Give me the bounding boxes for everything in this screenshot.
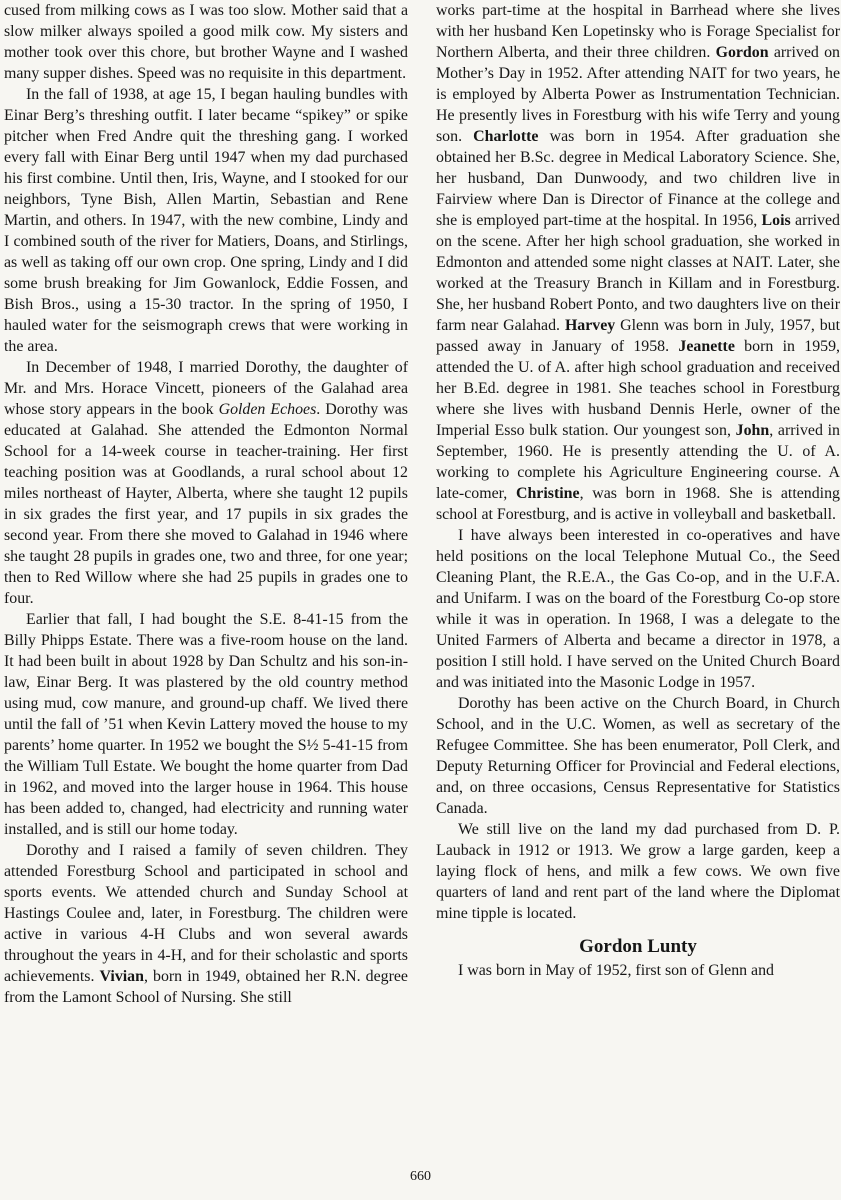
text-run: , born in 1949, obtained her R.N. degree from the Lamont School of Nursing. She still (4, 968, 408, 1006)
child-name: Charlotte (473, 128, 539, 145)
child-name: Vivian (99, 968, 144, 985)
section-heading: Gordon Lunty (579, 936, 697, 957)
text-run: arrived on Mother’s Day in 1952. After attending NAIT for two years, he is employed by Alberta Power as Instrumentation Technician. He presently lives in Forestburg with his wife Terry and young son. (436, 44, 840, 145)
book-title: Golden Echoes (218, 401, 317, 418)
page-number: 660 (410, 1169, 431, 1184)
paragraph (4, 357, 408, 609)
paragraph: Earlier that fall, I had bought the S.E. 8-41-15 from the Billy Phipps Estate. There was a five-room house on the land. It had been built in about 1928 by Dan Schultz and his son-in-law, Einar Berg. It was plastered by the old country method using mud, cow manure, and ground-up chaff. We lived there until the fall of ’51 when Kevin Lattery moved the house to my parents’ home quarter. In 1952 we bought the S½ 5-41-15 from the William Tull Estate. We bought the home quarter from Dad in 1962, and moved into the larger house in 1964. This house has been added to, changed, had electricity and running water installed, and is still our home today. (4, 611, 408, 838)
paragraph: cused from milking cows as I was too slow. Mother said that a slow milker always spoiled a good milk cow. My sisters and mother took over this chore, but brother Wayne and I washed many supper dishes. Speed was no requisite in this department. (4, 2, 408, 82)
paragraph: We still live on the land my dad purchased from D. P. Lauback in 1912 or 1913. We grow a large garden, keep a laying flock of hens, and milk a few cows. We own five quarters of land and rent part of the land where the Diplomat mine tipple is located. (436, 821, 840, 922)
text-run: , arrived in September, 1960. He is presently attending the U. of A. working to complete his Agriculture Engineering course. A late-comer, (436, 422, 840, 502)
paragraph: I was born in May of 1952, first son of Glenn and (458, 962, 774, 979)
paragraph: Dorothy has been active on the Church Board, in Church School, and in the U.C. Women, as well as secretary of the Refugee Committee. She has been enumerator, Poll Clerk, and Deputy Returning Officer for Provincial and Federal elections, and, on three occasions, Census Representative for Statistics Canada. (436, 695, 840, 817)
child-name: John (735, 422, 770, 439)
child-name: Jeanette (678, 338, 735, 355)
text-run: born in 1959, attended the U. of A. after high school graduation and received her B.Ed. degree in 1981. She teaches school in Forestburg where she lives with husband Dennis Herle, owner of the Imperial Esso bulk station. Our youngest son, (436, 338, 840, 439)
text-run: Glenn was born in July, 1957, but passed away in January of 1958. (436, 317, 841, 355)
text-run: . Dorothy was educated at Galahad. She attended the Edmonton Normal School for a 14-week course in teacher-training. Her first teaching position was at Goodlands, a rural school about 12 miles northeast of Hayter, Alberta, where she taught 12 pupils in six grades the first year, and 17 pupils in six grades the second year. From there she moved to Galahad in 1946 where she taught 28 pupils in grades one, two and three, for one year; then to Red Willow where she had 25 pupils in grades one to four. (4, 401, 408, 607)
text-run: was born in 1954. After graduation she obtained her B.Sc. degree in Medical Laboratory Science. She, her husband, Dan Dunwoody, and two children live in Fairview where Dan is Director of Finance at the college and she is employed part-time at the hospital. In 1956, (436, 128, 840, 229)
paragraph (4, 840, 408, 1008)
text-run: Dorothy and I raised a family of seven children. They attended Forestburg School and participated in school and sports events. We attended church and Sunday School at Hastings Coulee and, later, in Forestburg. The children were active in various 4-H Clubs and won several awards throughout the years in 4-H, and for their scholastic and sports achievements. (4, 842, 408, 985)
paragraph: I have always been interested in co-operatives and have held positions on the local Telephone Mutual Co., the Seed Cleaning Plant, the R.E.A., the Gas Co-op, and in the U.F.A. and Unifarm. I was on the board of the Forestburg Co-op store while it was in operation. In 1968, I was a delegate to the United Farmers of Alberta and became a director in 1978, a position I still hold. I have served on the United Church Board and was initiated into the Masonic Lodge in 1957. (436, 527, 840, 691)
child-name: Christine (515, 485, 580, 502)
child-name: Gordon (715, 44, 769, 61)
child-name: Lois (761, 212, 791, 229)
text-run: works part-time at the hospital in Barrhead where she lives with her husband Ken Lopetinsky who is Forage Specialist for Northern Alberta, and their three children. (436, 2, 840, 61)
right-column (436, 0, 840, 981)
paragraph (436, 0, 840, 525)
left-column (4, 0, 408, 1008)
paragraph: In the fall of 1938, at age 15, I began hauling bundles with Einar Berg’s threshing outfit. I later became “spikey” or spike pitcher when Fred Andre quit the threshing gang. I worked every fall with Einar Berg until 1947 when my dad purchased his first combine. Until then, Iris, Wayne, and I stooked for our neighbors, Tyne Bish, Allen Martin, Sebastian and Rene Martin, and others. In 1947, with the new combine, Lindy and I combined south of the river for Matiers, Doans, and Stirlings, as well as taking off our own crop. One spring, Lindy and I did some brush breaking for Jim Gowanlock, Eddie Fossen, and Bish Bros., using a 15-30 tractor. In the spring of 1950, I hauled water for the seismograph crews that were working in the area. (4, 86, 408, 355)
text-run: , was born in 1968. She is attending school at Forestburg, and is active in volleyball and basketball. (436, 485, 840, 523)
text-run: arrived on the scene. After her high school graduation, she worked in Edmonton and attended some night classes at NAIT. Later, she worked at the Treasury Branch in Killam and in Forestburg. She, her husband Robert Ponto, and two daughters live on their farm near Galahad. (436, 212, 840, 334)
child-name: Harvey (564, 317, 616, 334)
text-run: In December of 1948, I married Dorothy, the daughter of Mr. and Mrs. Horace Vincett, pioneers of the Galahad area whose story appears in the book (4, 359, 408, 418)
